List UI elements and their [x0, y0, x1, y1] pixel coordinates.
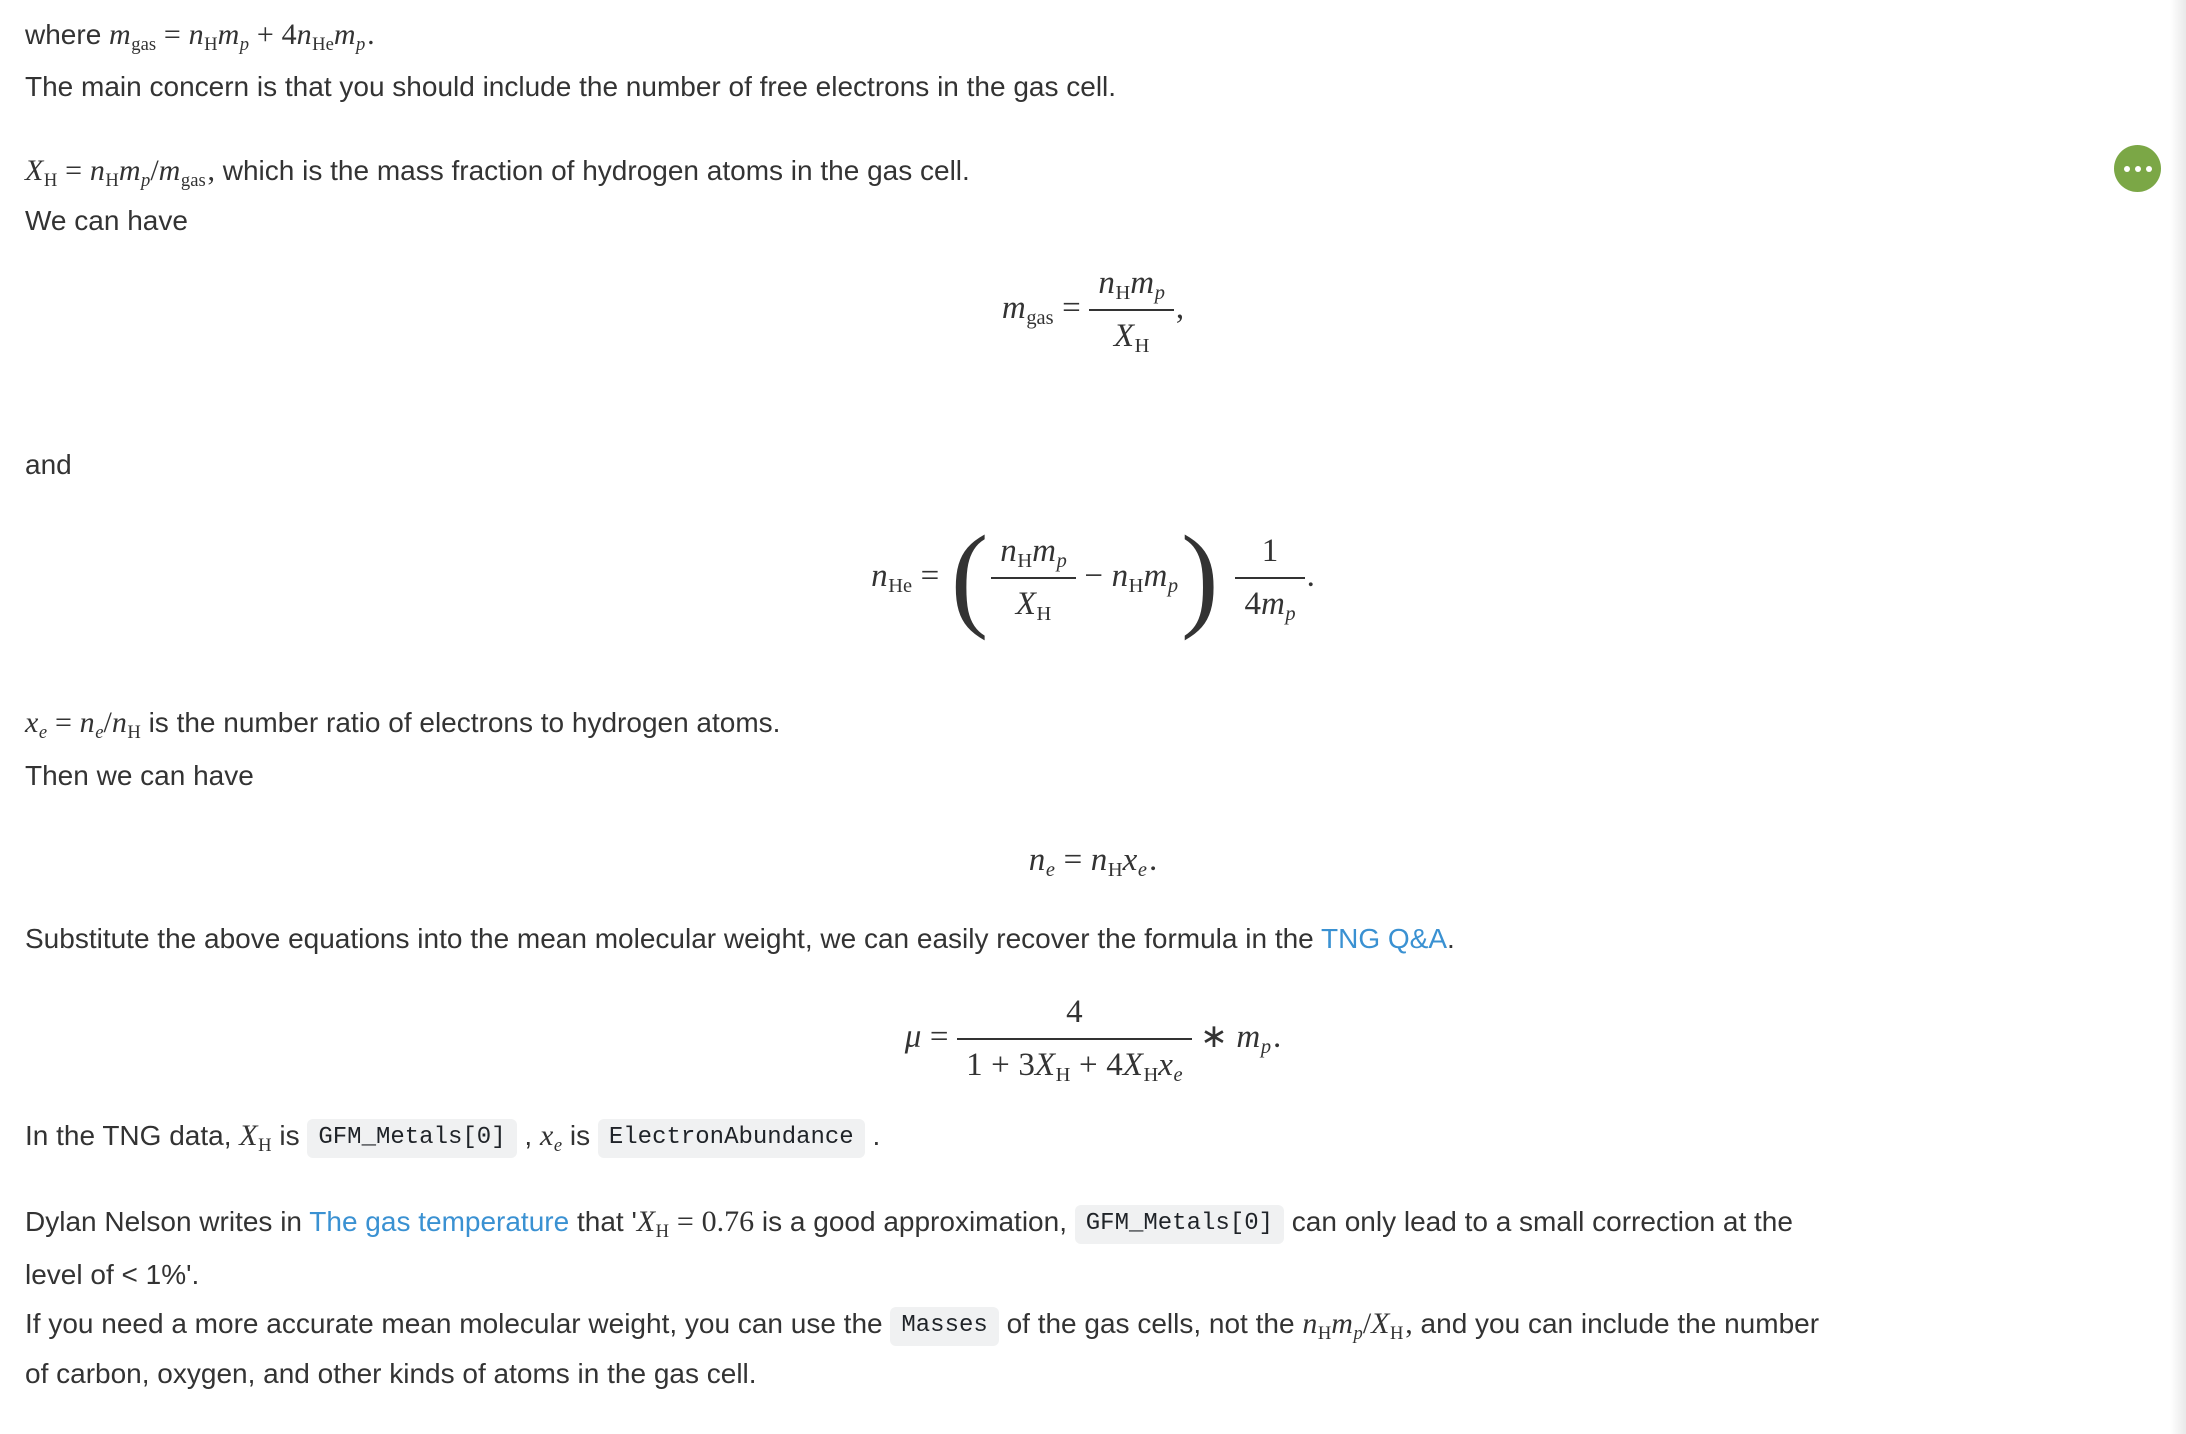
- math-var: mp: [1260, 586, 1296, 626]
- math-var: XH: [25, 154, 58, 191]
- text-run: and you can include the number: [1412, 1308, 1820, 1339]
- math-var: xe: [1122, 841, 1147, 881]
- text-run: is a good approximation,: [754, 1206, 1075, 1237]
- inline-math: [636, 1205, 755, 1242]
- math-var: mp: [118, 154, 151, 191]
- text-run: The main concern is that you should include the number of free electrons in the gas cell.: [25, 71, 1117, 102]
- math-var: mp: [1130, 265, 1165, 305]
- math-var: XH: [1015, 586, 1052, 626]
- math-var: XH: [239, 1119, 272, 1156]
- text-run: and: [25, 449, 72, 480]
- more-options-button[interactable]: [2114, 145, 2161, 192]
- line-accurate-2: [25, 1351, 757, 1397]
- math-operator: =: [54, 706, 72, 739]
- math-subscript: H: [1036, 603, 1052, 626]
- math-var: nHe: [296, 18, 334, 55]
- math-operator: +: [991, 1047, 1010, 1083]
- line-and: [25, 442, 72, 488]
- math-roman: /: [103, 706, 112, 739]
- math-operator: ∗: [1200, 1018, 1228, 1055]
- equation-content: [1001, 265, 1185, 358]
- math-var: mp: [1032, 533, 1067, 573]
- math-roman: /: [1362, 1307, 1372, 1340]
- math-subscript: H: [1055, 1064, 1071, 1087]
- math-var: nH: [188, 18, 218, 55]
- math-subscript: e: [1173, 1064, 1183, 1087]
- line-dylan-2: [25, 1252, 199, 1298]
- math-subscript: H: [105, 169, 119, 191]
- math-number: 0.76: [701, 1205, 755, 1238]
- math-subscript: H: [1107, 858, 1123, 881]
- math-subscript: H: [1017, 550, 1033, 573]
- math-fraction: [1235, 533, 1304, 626]
- text-run: can only lead to a small correction at the: [1284, 1206, 1793, 1237]
- math-operator: =: [676, 1205, 694, 1238]
- math-subscript: H: [204, 33, 218, 55]
- math-operator: =: [1062, 289, 1081, 326]
- math-punct: .: [367, 18, 375, 51]
- math-subscript: H: [655, 1220, 670, 1242]
- text-run: is the number ratio of electrons to hydrogen atoms.: [140, 707, 781, 738]
- math-number: 4: [1066, 994, 1083, 1030]
- math-operator: =: [1063, 841, 1083, 878]
- math-subscript: p: [239, 33, 250, 55]
- equation-nhe: [0, 506, 2186, 650]
- inline-math: [109, 18, 375, 55]
- link-gas-temperature[interactable]: The gas temperature: [309, 1206, 570, 1237]
- math-numerator: [991, 533, 1076, 577]
- math-denominator: [1235, 577, 1304, 626]
- inline-math: [1302, 1307, 1413, 1344]
- math-subscript: e: [38, 721, 48, 743]
- line-xh-definition: [25, 148, 970, 198]
- math-var: ne: [79, 706, 104, 743]
- math-denominator: [1089, 309, 1174, 358]
- math-subscript: H: [127, 721, 141, 743]
- math-var: mgas: [158, 154, 206, 191]
- right-edge-strip: [2170, 0, 2186, 1434]
- math-punct: .: [1273, 1018, 1282, 1055]
- math-operator: +: [1078, 1047, 1098, 1083]
- text-run: level of < 1%'.: [25, 1259, 200, 1290]
- math-subscript: gas: [131, 33, 157, 55]
- math-punct: ,: [207, 154, 215, 187]
- math-denominator: [991, 577, 1076, 626]
- math-subscript: e: [1045, 858, 1055, 881]
- text-run: ,: [516, 1120, 540, 1151]
- math-subscript: H: [1115, 282, 1131, 305]
- math-var: nH: [111, 706, 141, 743]
- math-punct: ,: [1405, 1307, 1413, 1340]
- math-subscript: p: [1285, 603, 1296, 626]
- line-tng-data: [25, 1113, 880, 1163]
- math-subscript: H: [43, 169, 58, 191]
- line-xe-definition: [25, 700, 780, 750]
- math-var: XH: [1371, 1307, 1404, 1344]
- math-operator: =: [929, 1018, 949, 1055]
- math-var: nH: [1098, 265, 1131, 305]
- inline-code: Masses: [890, 1307, 998, 1346]
- inline-math: [25, 154, 215, 191]
- text-run: Dylan Nelson writes in: [25, 1206, 310, 1237]
- math-fraction: [991, 533, 1076, 626]
- line-accurate-1: [25, 1301, 1819, 1351]
- inline-code: ElectronAbundance: [598, 1119, 865, 1158]
- math-var: nH: [1302, 1307, 1332, 1344]
- math-roman: /: [150, 154, 159, 187]
- math-number: 1: [1261, 533, 1279, 569]
- math-numerator: [1235, 533, 1304, 577]
- math-subscript: p: [1260, 1035, 1272, 1058]
- text-run: In the TNG data,: [25, 1120, 240, 1151]
- link-tng-qa[interactable]: TNG Q&A: [1321, 923, 1448, 954]
- text-run: .: [864, 1120, 881, 1151]
- math-var: nH: [1090, 841, 1123, 881]
- text-run: which is the mass fraction of hydrogen atoms in the gas cell.: [214, 155, 970, 186]
- math-var: XH: [1122, 1047, 1159, 1087]
- math-var: nH: [1111, 557, 1144, 597]
- math-punct: .: [1148, 841, 1158, 878]
- math-fraction: [957, 994, 1192, 1087]
- math-var: xe: [25, 706, 48, 743]
- line-then-we-can-have: [25, 753, 254, 799]
- text-run: of carbon, oxygen, and other kinds of atoms in the gas cell.: [25, 1358, 757, 1389]
- math-var: nHe: [871, 557, 913, 597]
- equation-mu: [0, 980, 2186, 1098]
- text-run: .: [1447, 923, 1455, 954]
- math-number: 4: [1244, 586, 1261, 622]
- math-subscript: e: [1137, 858, 1147, 881]
- text-run: Then we can have: [25, 760, 254, 791]
- line-where-mgas: [25, 12, 375, 62]
- equation-content: [904, 994, 1282, 1087]
- math-subscript: e: [553, 1134, 563, 1156]
- math-number: 4: [1106, 1047, 1123, 1083]
- math-operator: +: [256, 18, 274, 51]
- equation-content: [1029, 842, 1157, 879]
- math-numerator: [1089, 265, 1174, 309]
- equation-ne: [0, 832, 2186, 888]
- math-var: mgas: [1001, 289, 1054, 329]
- math-subscript: He: [312, 33, 334, 55]
- math-punct: .: [1306, 557, 1315, 594]
- math-var: μ: [904, 1018, 922, 1055]
- math-subscript: H: [1128, 574, 1144, 597]
- text-run: that ': [569, 1206, 637, 1237]
- math-subscript: H: [258, 1134, 272, 1156]
- math-number: 1: [966, 1047, 983, 1083]
- text-run: We can have: [25, 205, 188, 236]
- math-var: nH: [89, 154, 119, 191]
- math-var: mp: [1236, 1018, 1272, 1058]
- math-subscript: e: [95, 721, 104, 743]
- math-operator: =: [920, 557, 940, 594]
- math-var: mp: [333, 18, 366, 55]
- math-subscript: p: [141, 169, 151, 191]
- equation-content: [871, 512, 1315, 642]
- math-numerator: [957, 994, 1192, 1038]
- inline-math: [239, 1119, 272, 1156]
- text-run: is: [562, 1120, 598, 1151]
- math-paren: ): [1181, 512, 1219, 642]
- inline-math: [539, 1119, 563, 1156]
- text-run: where: [25, 19, 110, 50]
- math-paren: (: [950, 512, 989, 642]
- inline-code: GFM_Metals[0]: [307, 1119, 516, 1158]
- math-subscript: gas: [1026, 306, 1054, 329]
- math-number: 3: [1018, 1047, 1035, 1083]
- text-run: is: [271, 1120, 308, 1151]
- math-var: xe: [539, 1119, 563, 1156]
- math-subscript: H: [1143, 1064, 1159, 1087]
- line-main-concern: [25, 64, 1116, 110]
- line-dylan-1: [25, 1199, 1793, 1249]
- inline-code: GFM_Metals[0]: [1075, 1205, 1284, 1244]
- math-fraction: [1089, 265, 1174, 358]
- math-subscript: H: [1134, 335, 1150, 358]
- math-subscript: p: [1353, 1322, 1363, 1344]
- math-subscript: p: [356, 33, 366, 55]
- line-substitute: [25, 916, 1455, 962]
- text-run: of the gas cells, not the: [998, 1308, 1303, 1339]
- math-var: mp: [1331, 1307, 1363, 1344]
- math-var: mgas: [109, 18, 157, 55]
- math-operator: −: [1084, 557, 1103, 594]
- math-var: XH: [1113, 318, 1150, 358]
- math-subscript: He: [888, 574, 913, 597]
- equation-mgas: [0, 248, 2186, 372]
- math-var: XH: [636, 1205, 670, 1242]
- math-var: nH: [1000, 533, 1033, 573]
- math-subscript: p: [1154, 282, 1165, 305]
- math-subscript: gas: [180, 169, 206, 191]
- ellipsis-icon: [2124, 166, 2152, 172]
- math-subscript: p: [1167, 574, 1179, 597]
- math-var: xe: [1158, 1047, 1183, 1087]
- math-operator: =: [65, 154, 83, 187]
- math-var: XH: [1034, 1047, 1071, 1087]
- line-we-can-have: [25, 198, 188, 244]
- math-var: mp: [217, 18, 250, 55]
- math-var: ne: [1028, 841, 1055, 881]
- math-operator: =: [163, 18, 181, 51]
- text-run: Substitute the above equations into the mean molecular weight, we can easily recover the formula in the: [25, 923, 1322, 954]
- text-run: If you need a more accurate mean molecular weight, you can use the: [25, 1308, 891, 1339]
- math-subscript: H: [1390, 1322, 1404, 1344]
- math-var: mp: [1143, 557, 1179, 597]
- math-punct: ,: [1175, 289, 1185, 326]
- math-number: 4: [281, 18, 297, 51]
- math-subscript: H: [1317, 1322, 1332, 1344]
- math-subscript: p: [1056, 550, 1067, 573]
- math-denominator: [957, 1038, 1192, 1087]
- inline-math: [25, 706, 141, 743]
